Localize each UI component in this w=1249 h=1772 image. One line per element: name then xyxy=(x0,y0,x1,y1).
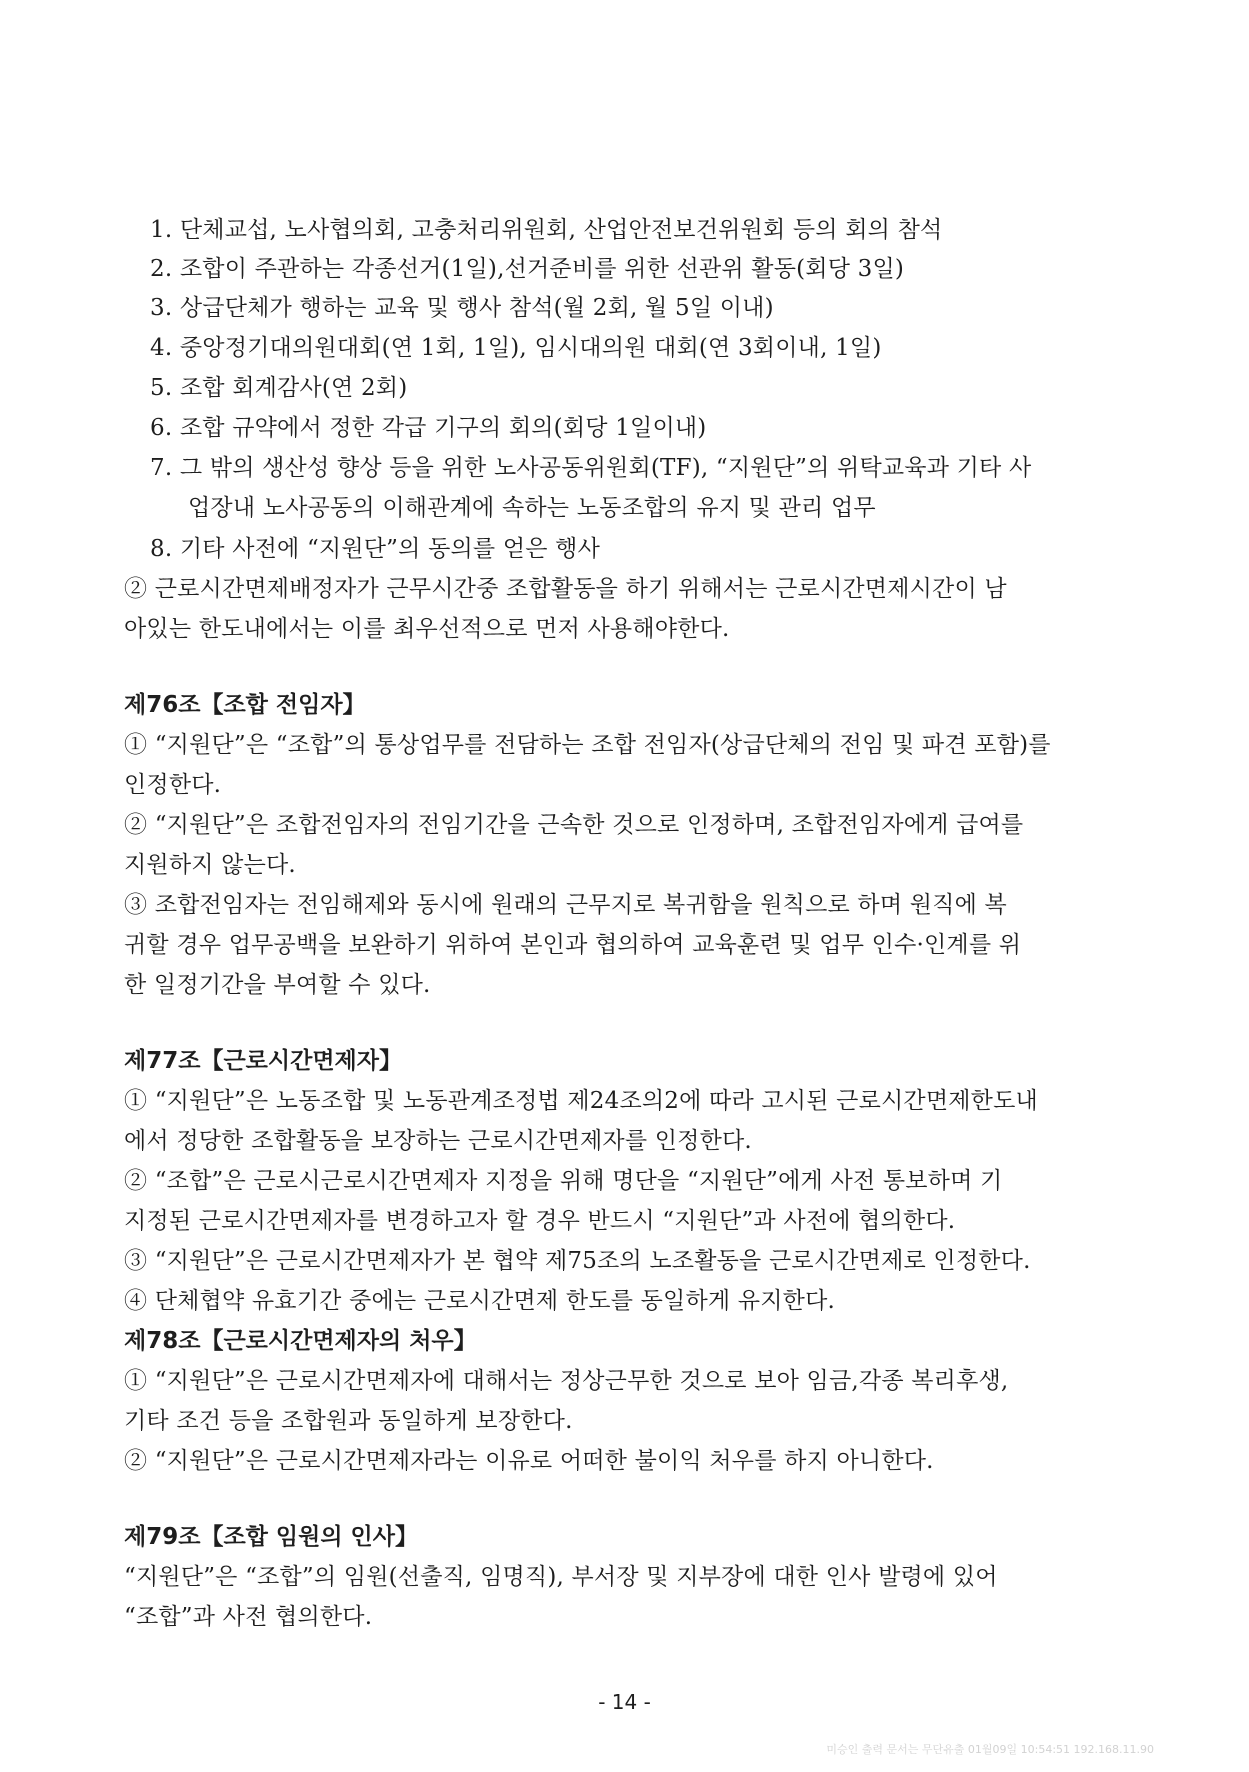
article-78-heading: 제78조【근로시간면제자의 처우】 xyxy=(124,1328,477,1354)
paragraph-75-2: ② 근로시간면제배정자가 근무시간중 조합활동을 하기 위해서는 근로시간면제시간이 남 xyxy=(124,576,1007,602)
list-item-2: 2. 조합이 주관하는 각종선거(1일),선거준비를 위한 선관위 활동(회당 3일) xyxy=(150,256,905,282)
list-item-7: 7. 그 밖의 생산성 향상 등을 위한 노사공동위원회(TF), “지원단”의 위탁교육과 기타 사 xyxy=(150,455,1032,481)
article-77-line: 에서 정당한 조합활동을 보장하는 근로시간면제자를 인정한다. xyxy=(124,1128,752,1154)
article-76-line: 한 일정기간을 부여할 수 있다. xyxy=(124,972,431,998)
paragraph-75-2-cont: 아있는 한도내에서는 이를 최우선적으로 먼저 사용해야한다. xyxy=(124,616,730,642)
article-77-line: ③ “지원단”은 근로시간면제자가 본 협약 제75조의 노조활동을 근로시간면제로 인정한다. xyxy=(124,1248,1031,1274)
list-item-1: 1. 단체교섭, 노사협의회, 고충처리위원회, 산업안전보건위원회 등의 회의 참석 xyxy=(150,217,943,243)
article-76-line: ③ 조합전임자는 전임해제와 동시에 원래의 근무지로 복귀함을 원칙으로 하며 원직에 복 xyxy=(124,892,1007,918)
article-78-line: ① “지원단”은 근로시간면제자에 대해서는 정상근무한 것으로 보아 임금,각종 복리후생, xyxy=(124,1368,1009,1394)
article-76-line: 지원하지 않는다. xyxy=(124,852,296,878)
article-76-line: ① “지원단”은 “조합”의 통상업무를 전담하는 조합 전임자(상급단체의 전임 및 파견 포함)를 xyxy=(124,732,1051,758)
article-77-heading: 제77조【근로시간면제자】 xyxy=(124,1048,402,1074)
page-number: - 14 - xyxy=(598,1690,651,1714)
article-76-heading: 제76조【조합 전임자】 xyxy=(124,692,366,718)
article-77-line: ④ 단체협약 유효기간 중에는 근로시간면제 한도를 동일하게 유지한다. xyxy=(124,1288,835,1314)
article-76-line: ② “지원단”은 조합전임자의 전임기간을 근속한 것으로 인정하며, 조합전임자에게 급여를 xyxy=(124,812,1024,838)
article-79-line: “지원단”은 “조합”의 임원(선출직, 임명직), 부서장 및 지부장에 대한 인사 발령에 있어 xyxy=(124,1564,998,1590)
article-77-line: ② “조합”은 근로시근로시간면제자 지정을 위해 명단을 “지원단”에게 사전 통보하며 기 xyxy=(124,1168,1003,1194)
article-77-line: 지정된 근로시간면제자를 변경하고자 할 경우 반드시 “지원단”과 사전에 협의한다. xyxy=(124,1208,956,1234)
article-76-line: 인정한다. xyxy=(124,772,222,798)
list-item-4: 4. 중앙정기대의원대회(연 1회, 1일), 임시대의원 대회(연 3회이내, 1일) xyxy=(150,335,882,361)
article-76-line: 귀할 경우 업무공백을 보완하기 위하여 본인과 협의하여 교육훈련 및 업무 인수·인계를 위 xyxy=(124,932,1022,958)
list-item-6: 6. 조합 규약에서 정한 각급 기구의 회의(회당 1일이내) xyxy=(150,415,707,441)
article-77-line: ① “지원단”은 노동조합 및 노동관계조정법 제24조의2에 따라 고시된 근로시간면제한도내 xyxy=(124,1088,1038,1114)
article-78-line: 기타 조건 등을 조합원과 동일하게 보장한다. xyxy=(124,1408,573,1434)
list-item-5: 5. 조합 회계감사(연 2회) xyxy=(150,375,408,401)
list-item-7-cont: 업장내 노사공동의 이해관계에 속하는 노동조합의 유지 및 관리 업무 xyxy=(188,495,876,521)
list-item-3: 3. 상급단체가 행하는 교육 및 행사 참석(월 2회, 월 5일 이내) xyxy=(150,295,774,321)
article-79-heading: 제79조【조합 임원의 인사】 xyxy=(124,1524,418,1550)
article-78-line: ② “지원단”은 근로시간면제자라는 이유로 어떠한 불이익 처우를 하지 아니한다. xyxy=(124,1448,934,1474)
article-79-line: “조합”과 사전 협의한다. xyxy=(124,1604,373,1630)
print-watermark-stamp: 미승인 출력 문서는 무단유출 01월09일 10:54:51 192.168.11.90 xyxy=(826,1743,1154,1756)
list-item-8: 8. 기타 사전에 “지원단”의 동의를 얻은 행사 xyxy=(150,536,601,562)
